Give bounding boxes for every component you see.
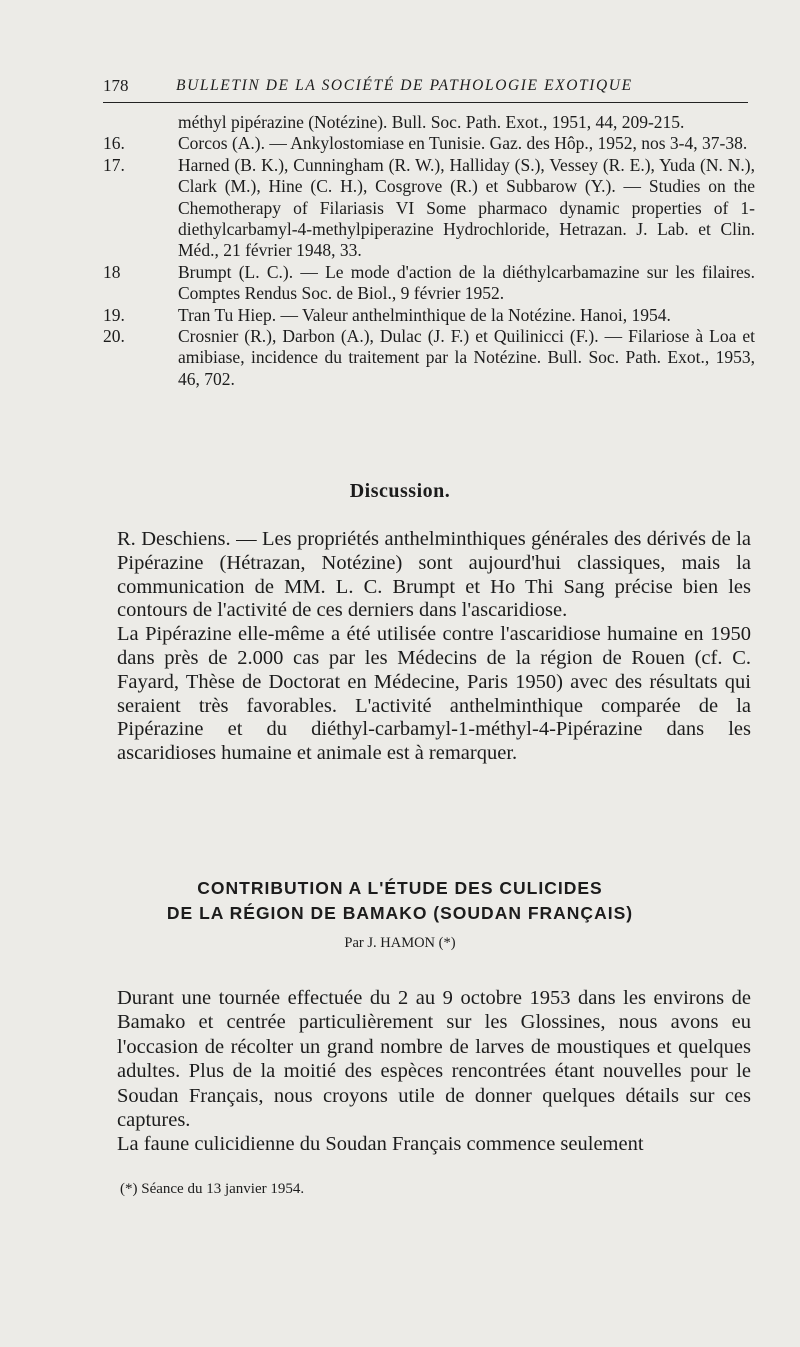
article-title-line: DE LA RÉGION DE BAMAKO (SOUDAN FRANÇAIS)	[166, 903, 634, 923]
reference-item	[103, 262, 755, 305]
discussion-section	[117, 528, 751, 766]
reference-number: 16.	[103, 133, 125, 154]
reference-item	[103, 305, 755, 326]
article-title	[0, 876, 800, 926]
page-number: 178	[103, 76, 129, 95]
reference-number: 20.	[103, 326, 125, 347]
footnote: (*) Séance du 13 janvier 1954.	[120, 1181, 305, 1197]
article-paragraph: Durant une tournée effectuée du 2 au 9 octobre 1953 dans les environs de Bamako et centrée particulièrement sur les Glossines, nous avons eu l'occasion de récolter un grand nombre de larves de moustiques et quelques adultes. Plus de la moitié des espèces rencontrées étant nouvelles pour le Soudan Français, nous croyons utile de donner quelques détails sur ces captures.	[117, 987, 751, 1132]
reference-number: 19.	[103, 304, 125, 325]
reference-number: 18	[103, 261, 121, 282]
reference-item	[103, 133, 755, 154]
reference-number: 17.	[103, 154, 125, 175]
reference-item	[103, 112, 755, 133]
reference-list	[103, 112, 755, 390]
reference-text: Tran Tu Hiep. — Valeur anthelminthique de la Notézine. Hanoi, 1954.	[178, 304, 671, 325]
header-rule	[103, 102, 748, 103]
running-header	[103, 74, 748, 98]
reference-item	[103, 155, 755, 262]
reference-text: Harned (B. K.), Cunningham (R. W.), Halliday (S.), Vessey (R. E.), Yuda (N. N.), Clark (M.), Hine (C. H.), Cosgrove (R.) et Subbarow (Y.). — Studies on the Chemotherapy of Filariasis VI Some pharmaco dynamic properties of 1-diethylcarbamyl-4-methylpiperazine Hydrochloride, Hetrazan. J. Lab. et Clin. Méd., 21 février 1948, 33.	[178, 154, 755, 261]
article-byline: Par J. HAMON (*)	[344, 935, 456, 951]
reference-text: Corcos (A.). — Ankylostomiase en Tunisie. Gaz. des Hôp., 1952, nos 3-4, 37-38.	[178, 133, 748, 154]
discussion-paragraph: R. Deschiens. — Les propriétés anthelminthiques générales des dérivés de la Pipérazine (Hétrazan, Notézine) sont aujourd'hui classiques, mais la communication de MM. L. C. Brumpt et Ho Thi Sang précise bien les contours de l'activité de ces derniers dans l'ascaridiose.	[117, 528, 751, 622]
reference-text: Crosnier (R.), Darbon (A.), Dulac (J. F.) et Quilinicci (F.). — Filariose à Loa et amibiase, incidence du traitement par la Notézine. Bull. Soc. Path. Exot., 1953, 46, 702.	[178, 326, 755, 389]
reference-number	[103, 112, 178, 133]
journal-title: BULLETIN DE LA SOCIÉTÉ DE PATHOLOGIE EXOTIQUE	[176, 77, 633, 94]
article-title-line: CONTRIBUTION A L'ÉTUDE DES CULICIDES	[197, 878, 603, 898]
reference-item	[103, 326, 755, 390]
article-body	[117, 986, 751, 1157]
discussion-paragraph: La Pipérazine elle-même a été utilisée contre l'ascaridiose humaine en 1950 dans près de 2.000 cas par les Médecins de la région de Rouen (cf. C. Fayard, Thèse de Doctorat en Médecine, Paris 1950) avec des résultats qui seraient très favorables. L'activité anthelminthique comparée de la Pipérazine et du diéthyl-carbamyl-1-méthyl-4-Pipérazine dans les ascaridioses humaine et animale est à remarquer.	[117, 623, 751, 765]
reference-text: méthyl pipérazine (Notézine). Bull. Soc. Path. Exot., 1951, 44, 209-215.	[178, 112, 685, 132]
reference-text: Brumpt (L. C.). — Le mode d'action de la diéthylcarbamazine sur les filaires. Comptes Rendus Soc. de Biol., 9 février 1952.	[178, 261, 755, 304]
discussion-heading: Discussion.	[349, 480, 451, 502]
article-paragraph: La faune culicidienne du Soudan Français commence seulement	[117, 1133, 644, 1156]
